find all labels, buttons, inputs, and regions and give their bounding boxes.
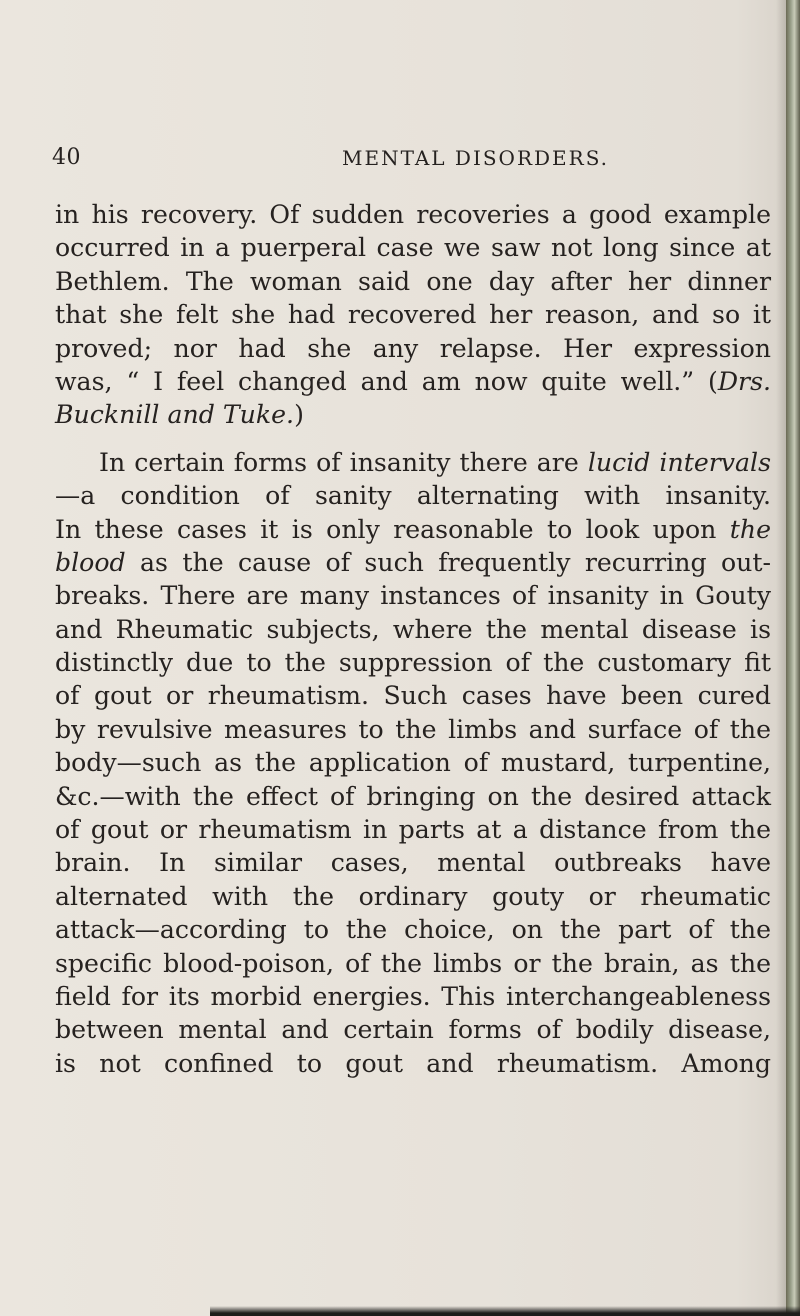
page-header — [52, 145, 752, 175]
text-line: Bucknill and Tuke.) — [55, 400, 304, 430]
text-line: in his recovery. Of sudden recoveries a good example — [55, 200, 771, 229]
body-text — [55, 198, 771, 1080]
gutter-shadow — [776, 0, 786, 1316]
text-line: by revulsive measures to the limbs and surface of the — [55, 714, 771, 744]
text-line: Bethlem. The woman said one day after her dinner — [55, 266, 771, 296]
text-line: In these cases it is only reasonable to look upon the — [55, 514, 771, 544]
italic-text: Bucknill and Tuke. — [55, 400, 295, 430]
text-line: specific blood-poison, of the limbs or the brain, as the — [55, 948, 771, 978]
text-line: that she felt she had recovered her reason, and so it — [55, 300, 771, 330]
page-number: 40 — [52, 145, 81, 170]
text-line: In certain forms of insanity there are lucid intervals — [99, 447, 771, 477]
text-line: attack—according to the choice, on the part of the — [55, 915, 771, 945]
text-line: field for its morbid energies. This interchangeableness — [55, 981, 771, 1011]
text-line: is not confined to gout and rheumatism. Among — [55, 1048, 771, 1078]
text-line: body—such as the application of mustard, turpentine, — [55, 748, 771, 778]
text-line: alternated with the ordinary gouty or rheumatic — [55, 881, 771, 911]
text-line: breaks. There are many instances of insanity in Gouty — [55, 581, 771, 611]
text-line: was, “ I feel changed and am now quite well.” (Drs. — [55, 366, 771, 396]
text-line: distinctly due to the suppression of the customary fit — [55, 648, 771, 678]
page-bottom-edge — [210, 1306, 800, 1316]
text-line: and Rheumatic subjects, where the mental disease is — [55, 614, 771, 644]
text-line: occurred in a puerperal case we saw not long since at — [55, 233, 771, 263]
book-spine-edge — [786, 0, 800, 1316]
text-line: blood as the cause of such frequently recurring out- — [55, 547, 771, 577]
text-line: of gout or rheumatism. Such cases have been cured — [55, 681, 771, 711]
text-line: brain. In similar cases, mental outbreaks have — [55, 848, 771, 878]
text-line: of gout or rheumatism in parts at a distance from the — [55, 815, 771, 845]
running-head: MENTAL DISORDERS. — [342, 146, 610, 170]
text-line: &c.—with the effect of bringing on the desired attack — [55, 781, 771, 811]
text-line: proved; nor had she any relapse. Her expression — [55, 333, 771, 363]
italic-text: blood — [55, 547, 126, 577]
italic-text: Drs. — [717, 366, 771, 396]
text-line: —a condition of sanity alternating with insanity. — [55, 481, 771, 511]
italic-text: lucid intervals — [587, 447, 771, 477]
text-line: between mental and certain forms of bodily disease, — [55, 1015, 771, 1045]
italic-text: the — [729, 514, 771, 544]
